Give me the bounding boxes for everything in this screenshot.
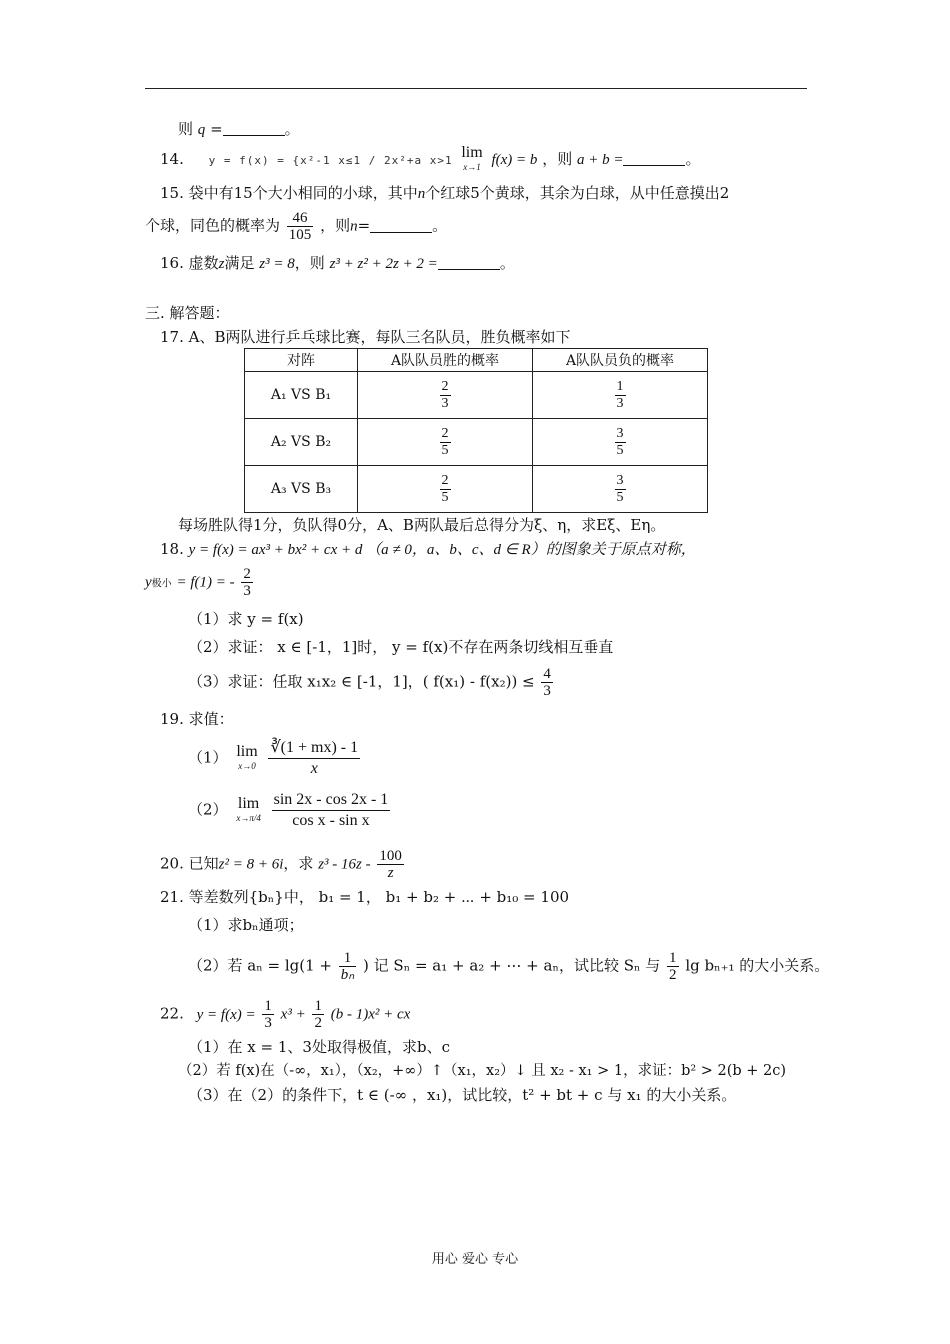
- table-row: [245, 372, 708, 419]
- probability-fraction: $\frac{46}{105}$: [288, 210, 312, 243]
- q18-min-value: y极小 = f(1) = - $\frac{2}{3}$: [145, 566, 251, 599]
- table-row: [245, 419, 708, 466]
- match-cell: A₃ VS B₃: [245, 466, 358, 513]
- q17-followup: 每场胜队得1分，负队得0分，A、B两队最后总得分为ξ、η，求Eξ、Eη。: [178, 516, 666, 534]
- question-19: 19. 求值：: [160, 710, 234, 728]
- question-15-line2: 个球，同色的概率为 $\frac{46}{105}$ ，则n= 。: [145, 210, 448, 243]
- question-number: 19.: [160, 710, 184, 728]
- question-number: 21.: [160, 888, 184, 906]
- question-number: 17.: [160, 328, 184, 346]
- question-22: 22. y = f(x) = $\frac{1}{3}$ x³ + $\frac{1}{2}$ (b - 1)x² + cx: [160, 998, 411, 1031]
- question-15-line1: 15. 袋中有15个大小相同的小球，其中n个红球5个黄球，其余为白球，从中任意摸出2: [160, 184, 730, 202]
- var-q: q: [197, 122, 206, 138]
- question-number: 14.: [160, 150, 184, 168]
- question-number: 20.: [160, 854, 184, 873]
- match-cell: A₂ VS B₂: [245, 419, 358, 466]
- lose-probability: $\frac{3}{5}$: [616, 472, 624, 505]
- win-probability: $\frac{2}{3}$: [441, 378, 449, 411]
- question-number: 15.: [160, 184, 184, 202]
- question-number: 18.: [160, 540, 184, 558]
- q22-part3: （3）在（2）的条件下，t ∈ (-∞ ，x₁)，试比较，t² + bt + c 与 x₁ 的大小关系。: [188, 1086, 737, 1104]
- answer-blank: [623, 150, 685, 166]
- answer-blank: [438, 254, 500, 270]
- question-17: 17. A、B两队进行乒乓球比赛，每队三名队员，胜负概率如下: [160, 328, 571, 346]
- question-21: 21. 等差数列{bₙ}中， b₁ = 1， b₁ + b₂ + ⋯ + b₁₀ = 100: [160, 888, 570, 906]
- answer-blank: [223, 120, 285, 136]
- question-20: 20. 已知z² = 8 + 6i，求 z³ - 16z - $\frac{100}{z}$: [160, 848, 402, 881]
- q22-part2: （2）若 f(x)在（-∞，x₁），（x₂，+∞）↑（x₁，x₂）↓ 且 x₂ - x₁ > 1，求证：b² > 2(b + 2c): [178, 1063, 787, 1079]
- piecewise-function: y = f(x) = {x²-1 x≤1 / 2x²+a x>1: [208, 154, 453, 167]
- probability-table: [244, 348, 708, 513]
- q18-part3: （3）求证：任取 x₁x₂ ∈ [-1，1]，( f(x₁) - f(x₂)) ≤ $\frac{4}{3}$: [188, 666, 551, 699]
- match-cell: A₁ VS B₁: [245, 372, 358, 419]
- header-rule: [145, 88, 807, 89]
- question-14: 14. y = f(x) = {x²-1 x≤1 / 2x²+a x>1 lim x→1 f(x) = b ，则 a + b = 。: [160, 144, 701, 172]
- win-probability: $\frac{2}{5}$: [441, 472, 449, 505]
- lose-probability: $\frac{1}{3}$: [616, 378, 624, 411]
- question-18: 18. y = f(x) = ax³ + bx² + cx + d （a ≠ 0，a、b、c、d ∈ R）的图象关于原点对称，: [160, 540, 696, 558]
- lose-probability: $\frac{3}{5}$: [616, 425, 624, 458]
- table-header-row: [245, 349, 708, 372]
- q21-part2: （2）若 aₙ = lg(1 + $\frac{1}{\text{bₙ}}$ ) 记 Sₙ = a₁ + a₂ + ⋯ + aₙ，试比较 Sₙ 与 $\frac{1}{2}$ lg bₙ₊₁ 的大小关系。: [188, 950, 830, 983]
- table-header: A队队员负的概率: [533, 349, 708, 372]
- q18-part1: （1）求 y = f(x): [188, 610, 304, 628]
- question-number: 16.: [160, 254, 184, 272]
- answer-blank: [370, 217, 432, 233]
- q22-part1: （1）在 x = 1、3处取得极值，求b、c: [188, 1038, 450, 1056]
- limit-expression: lim x→1: [461, 144, 483, 172]
- q19-part2: （2） lim x→π/4 $\frac{\sin 2x - \cos 2x - 1}{\text{cos x - sin x}}$: [188, 791, 389, 829]
- q21-part1: （1）求bₙ通项；: [188, 916, 304, 934]
- section-heading: 三. 解答题：: [145, 304, 230, 322]
- q19-part1: （1） lim x→0 $\frac{∛(1 + mx) - 1}{x}$: [188, 739, 359, 777]
- table-header: 对阵: [245, 349, 358, 372]
- q18-part2: （2）求证： x ∈ [-1，1]时， y = f(x)不存在两条切线相互垂直: [188, 638, 614, 656]
- table-row: [245, 466, 708, 513]
- win-probability: $\frac{2}{5}$: [441, 425, 449, 458]
- question-number: 22.: [160, 1004, 184, 1023]
- question-16: 16. 虚数z满足 z³ = 8，则 z³ + z² + 2z + 2 = 。: [160, 254, 515, 272]
- page-footer: 用心 爱心 专心: [431, 1252, 519, 1267]
- table-header: A队队员胜的概率: [358, 349, 533, 372]
- q13-tail: 则 q = 。: [178, 120, 300, 138]
